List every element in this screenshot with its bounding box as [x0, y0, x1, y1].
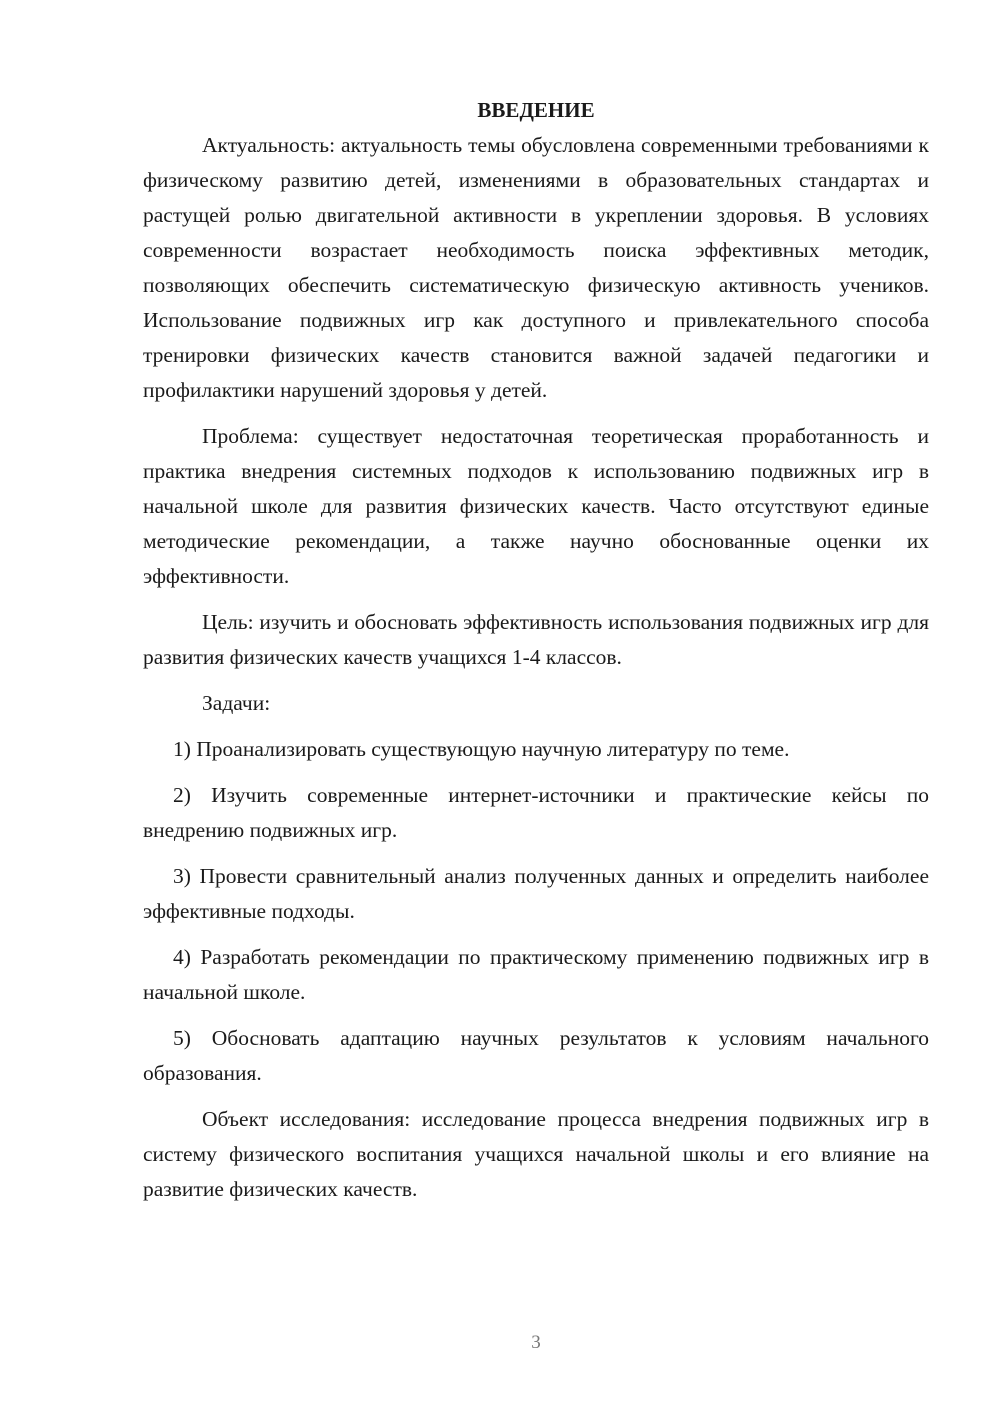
goal-paragraph: Цель: изучить и обосновать эффективность использования подвижных игр для развития физических качеств учащихся 1-4 классов. [143, 610, 929, 669]
tasks-heading: Задачи: [202, 691, 271, 715]
object-paragraph: Объект исследования: исследование процесса внедрения подвижных игр в систему физического воспитания учащихся начальной школы и его влияние на развитие физических качеств. [143, 1107, 929, 1201]
task-item-4: 4) Разработать рекомендации по практическому применению подвижных игр в начальной школе. [143, 945, 929, 1004]
relevance-paragraph: Актуальность: актуальность темы обусловлена современными требованиями к физическому развитию детей, изменениями в образовательных стандартах и растущей ролью двигательной активности в укреплении здоровья. В условиях современности возрастает необходимость поиска эффективных методик, позволяющих обеспечить систематическую физическую активность учеников. Использование подвижных игр как доступного и привлекательного способа тренировки физических качеств становится важной задачей педагогики и профилактики нарушений здоровья у детей. [143, 133, 929, 402]
task-item-2: 2) Изучить современные интернет-источники и практические кейсы по внедрению подвижных игр. [143, 783, 929, 842]
task-item-5: 5) Обосновать адаптацию научных результатов к условиям начального образования. [143, 1026, 929, 1085]
problem-paragraph: Проблема: существует недостаточная теоретическая проработанность и практика внедрения системных подходов к использованию подвижных игр в начальной школе для развития физических качеств. Часто отсутствуют единые методические рекомендации, а также научно обоснованные оценки их эффективности. [143, 424, 929, 588]
page-number: 3 [531, 1332, 541, 1353]
task-item-3: 3) Провести сравнительный анализ полученных данных и определить наиболее эффективные подходы. [143, 864, 929, 923]
task-item-1: 1) Проанализировать существующую научную литературу по теме. [173, 737, 790, 761]
document-body [143, 93, 929, 1207]
page-title: ВВЕДЕНИЕ [477, 98, 595, 122]
